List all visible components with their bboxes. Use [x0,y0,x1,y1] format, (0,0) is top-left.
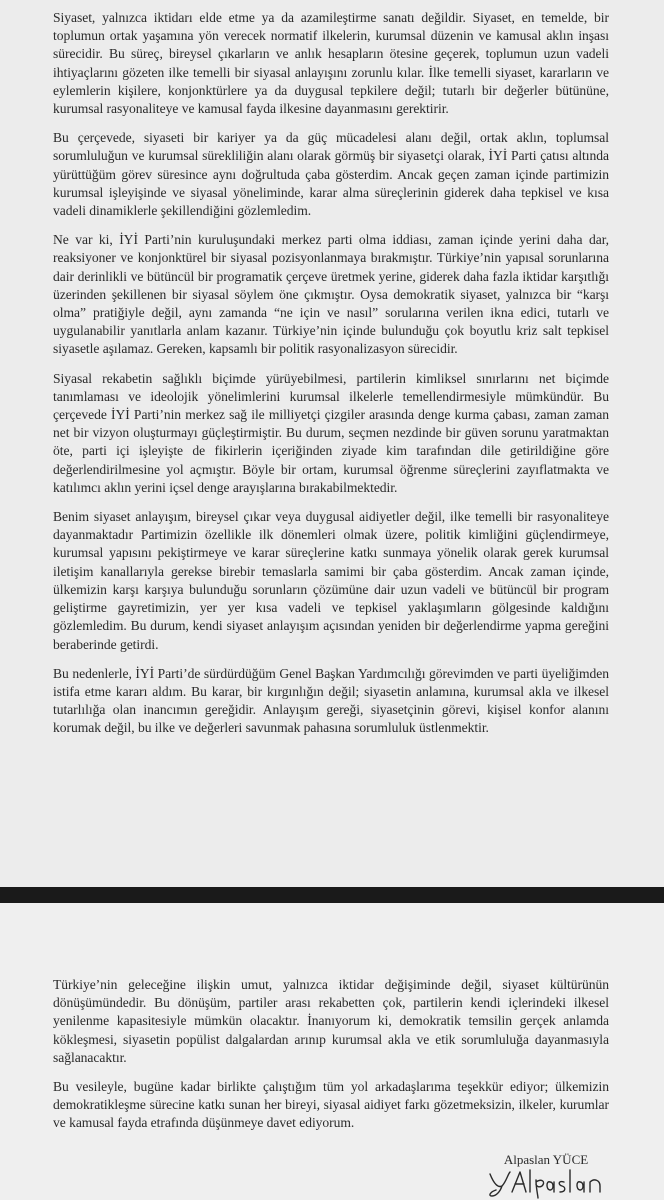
paragraph: Bu vesileyle, bugüne kadar birlikte çalıştığım tüm yol arkadaşlarıma teşekkür ediyor; ülkemizin demokratikleşme sürecine katkı sunan her bireyi, siyasal aidiyet farkı gözetmeksizin, ilkeler, kurumlar ve kamusal fayda etrafında düşünmeye davet ediyorum. [53,1079,609,1131]
page-separator [0,887,664,903]
signature-name: Alpaslan YÜCE [503,1152,589,1167]
handwritten-signature [484,1166,624,1200]
paragraph: Siyaset, yalnızca iktidarı elde etme ya da azamileştirme sanatı değildir. Siyaset, en temelde, bir toplumun ortak yaşamına yön verecek normatif ilkelerin, kurumsal düzenin ve kamusal aklın inşası sürecidir. Bu süreç, bireysel çıkarların ve anlık hesapların ötesine geçerek, toplumun uzun vadeli ihtiyaçlarını gözeten ilke temelli bir siyasal anlayışını zorunlu kılar. İlke temelli siyaset, kararların ve eylemlerin kişilere, konjonktürlere ya da duygusal tepkilere değil; tutarlı bir değerler bütününe, kurumsal rasyonaliteye ve kamusal fayda ilkesine dayanmasını gerektirir. [53,10,609,117]
paragraph: Türkiye’nin geleceğine ilişkin umut, yalnızca iktidar değişiminde değil, siyaset kültürünün dönüşümündedir. Bu dönüşüm, partiler arası rekabetten çok, partilerin kendi içlerindeki ilkesel yenilenme kapasitesiyle mümkün olacaktır. İnanıyorum ki, demokratik temsilin gerçek anlamda kökleşmesi, siyasetin popülist dalgalardan arınıp kurumsal akla ve etik sorumluluğa dayanmasıyla sağlanacaktır. [53,977,609,1065]
paragraph: Bu nedenlerle, İYİ Parti’de sürdürdüğüm Genel Başkan Yardımcılığı görevimden ve parti üyeliğimden istifa etme kararı aldım. Bu karar, bir kırgınlığın değil; siyasetin anlamına, kurumsal akla ve ilkesel tutarlılığa olan inancımın gereğidir. Anlayışım gereği, siyasetçinin görevi, kişisel konfor alanını korumak değil, bu ilke ve değerleri savunmak pahasına sorumluluk üstlenmektir. [53,665,609,736]
paragraph: Ne var ki, İYİ Parti’nin kuruluşundaki merkez parti olma iddiası, zaman içinde yerini daha dar, reaksiyoner ve konjonktürel bir siyasal pozisyonlanmaya bırakmıştır. Türkiye’nin yapısal sorunlarına dair derinlikli ve bütüncül bir programatik çerçeve üretmek yerine, giderek daha fazla iktidar karşıtlığı üzerinden şekillenen bir siyasal söylem öne çıkmıştır. Oysa demokratik siyaset, yalnızca bir “karşı olma” pratiğiyle değil, aynı zamanda “ne için ve nasıl” sorularına verilen ikna edici, tutarlı ve uygulanabilir yanıtlarla anlam kazanır. Türkiye’nin içinde bulunduğu çok boyutlu kriz salt tepkisel siyasetle aşılamaz. Gereken, kapsamlı bir politik rasyonalizasyon sürecidir. [53,232,609,357]
paragraph: Bu çerçevede, siyaseti bir kariyer ya da güç mücadelesi alanı değil, ortak aklın, toplumsal sorumluluğun ve kurumsal sürekliliğin alanı olarak görmüş bir siyasetçi olarak, İYİ Parti çatısı altında yürüttüğüm görev süresince aynı doğrultuda çaba gösterdim. Ancak geçen zaman içinde partimizin kurumsal işleyişinde ve siyasal yöneliminde, karar alma süreçlerinin giderek daha tepkisel ve kısa vadeli dinamiklerle şekillendiğini gözlemledim. [53,130,609,219]
paragraph: Siyasal rekabetin sağlıklı biçimde yürüyebilmesi, partilerin kimliksel sınırlarını net biçimde tanımlaması ve ideolojik yönelimlerini kurumsal ilkelerle temellendirmesiyle mümkündür. Bu çerçevede İYİ Parti’nin merkez sağ ile milliyetçi çizgiler arasında denge kurma çabası, zaman zaman net bir vizyon oluşturmayı güçleştirmiştir. Bu durum, seçmen nezdinde bir güven sorunu yaratmaktan öte, parti içi işleyişte de fikirlerin içeriğinden ziyade kim tarafından dile getirildiğine göre değerlendirilmesine yol açmıştır. Böyle bir ortam, kurumsal öğrenme süreçlerini zayıflatmakta ve katılımcı aklın yerini içsel denge arayışlarına bırakabilmektedir. [53,370,609,495]
paragraph: Benim siyaset anlayışım, bireysel çıkar veya duygusal aidiyetler değil, ilke temelli bir rasyonaliteye dayanmaktadır Partimizin özellikle ilk dönemleri olmak üzere, politik kimliğini güçlendirmeye, kurumsal yapısını pekiştirmeye ve karar süreçlerine katkı sunmaya yönelik olarak gerek kurumsal iletişim kanallarıyla gerekse birebir temaslarla samimi bir çaba gösterdim. Ancak zaman içinde, ülkemizin karşı karşıya bulunduğu sorunların çözümüne dair uzun vadeli ve bütüncül bir program geliştirme gayretimizin, yer yer kısa vadeli ve tepkisel yaklaşımların gölgesinde kaldığını gözlemledim. Bu durum, kendi siyaset anlayışım açısından yeniden bir değerlendirme yapma gereğini beraberinde getirdi. [53,509,609,652]
